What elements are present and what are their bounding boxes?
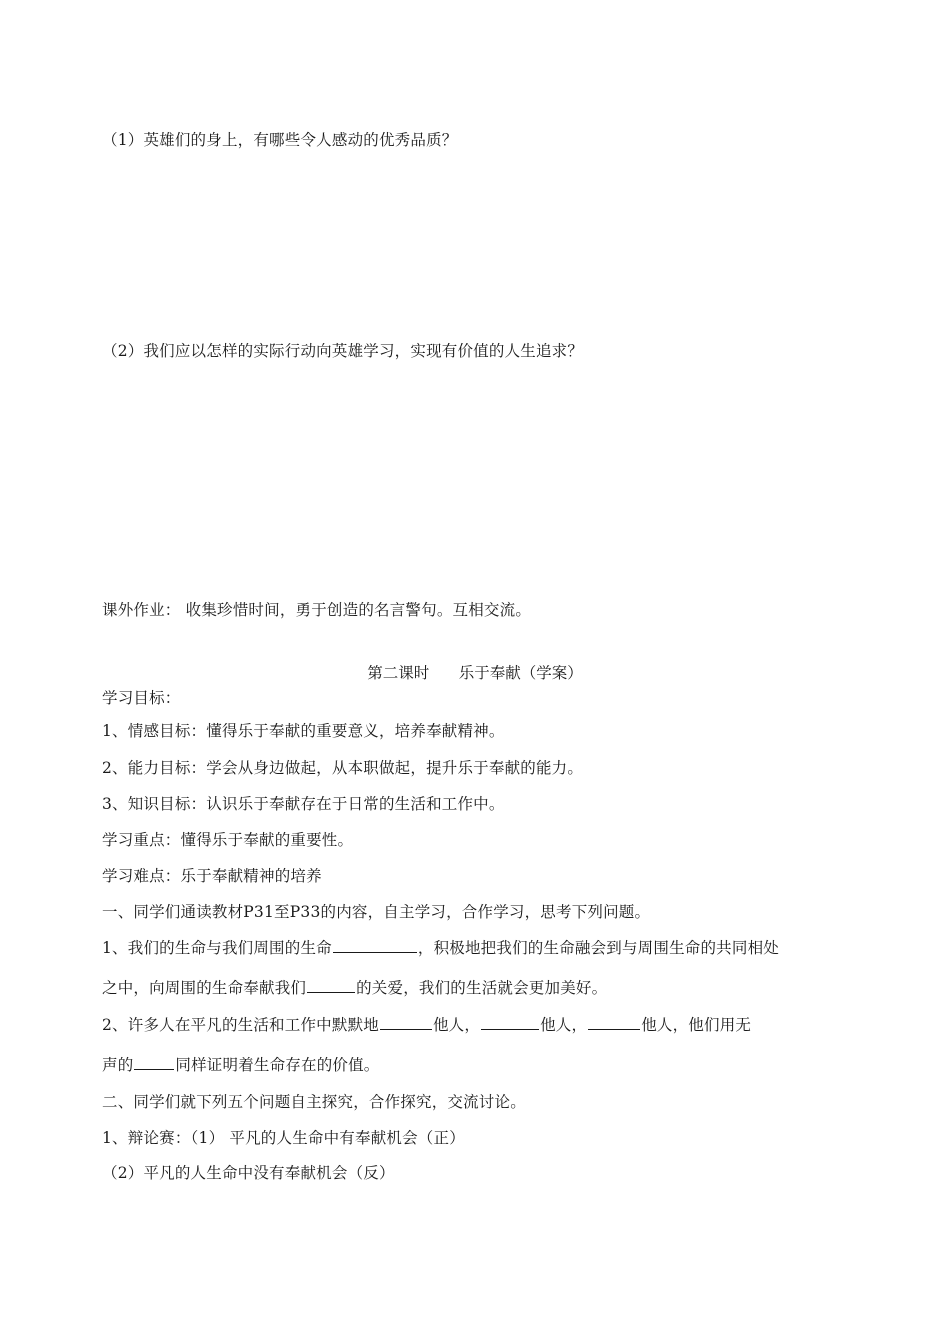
fill2-text-b: 他人， <box>432 1016 481 1034</box>
fill1-text-c: 之中，向周围的生命奉献我们 <box>102 979 307 997</box>
fill2-text-a: 2、许多人在平凡的生活和工作中默默地 <box>102 1016 379 1034</box>
part-one-heading: 一、同学们通读教材P31至P33的内容，自主学习，合作学习，思考下列问题。 <box>102 903 651 921</box>
lesson-title: 第二课时 乐于奉献（学案） <box>367 664 583 682</box>
fill-question-1-line-2 <box>102 976 607 998</box>
part-two-heading: 二、同学们就下列五个问题自主探究，合作探究，交流讨论。 <box>102 1093 526 1111</box>
fill1-text-b: ，积极地把我们的生命融会到与周围生命的共同相处 <box>417 939 779 957</box>
fill2-text-d: 他人，他们用无 <box>641 1016 752 1034</box>
debate-question-2: （2）平凡的人生命中没有奉献机会（反） <box>102 1164 395 1182</box>
debate-question-1: 1、辩论赛：（1） 平凡的人生命中有奉献机会（正） <box>102 1129 465 1147</box>
answer-blank[interactable] <box>307 978 355 993</box>
fill-question-2-line-2 <box>102 1053 380 1075</box>
fill-question-1-line-1 <box>102 936 779 958</box>
fill1-text-d: 的关爱，我们的生活就会更加美好。 <box>356 979 608 997</box>
fill-question-2-line-1 <box>102 1013 751 1035</box>
answer-blank[interactable] <box>333 938 417 953</box>
objective-2: 2、能力目标：学会从身边做起，从本职做起，提升乐于奉献的能力。 <box>102 759 584 777</box>
key-point: 学习重点：懂得乐于奉献的重要性。 <box>102 831 354 849</box>
fill2-text-f: 同样证明着生命存在的价值。 <box>175 1056 380 1074</box>
difficulty: 学习难点：乐于奉献精神的培养 <box>102 867 322 885</box>
answer-blank[interactable] <box>380 1015 432 1030</box>
answer-blank[interactable] <box>588 1015 640 1030</box>
objectives-heading: 学习目标： <box>102 689 181 707</box>
fill2-text-c: 他人， <box>540 1016 588 1034</box>
answer-blank[interactable] <box>134 1055 174 1070</box>
fill1-text-a: 1、我们的生命与我们周围的生命 <box>102 939 332 957</box>
question-2: （2）我们应以怎样的实际行动向英雄学习，实现有价值的人生追求？ <box>102 342 584 360</box>
objective-1: 1、情感目标：懂得乐于奉献的重要意义，培养奉献精神。 <box>102 722 505 740</box>
objective-3: 3、知识目标：认识乐于奉献存在于日常的生活和工作中。 <box>102 795 505 813</box>
homework: 课外作业： 收集珍惜时间，勇于创造的名言警句。互相交流。 <box>102 601 532 619</box>
fill2-text-e: 声的 <box>102 1056 134 1074</box>
question-1: （1）英雄们的身上，有哪些令人感动的优秀品质？ <box>102 131 458 149</box>
answer-blank[interactable] <box>481 1015 539 1030</box>
